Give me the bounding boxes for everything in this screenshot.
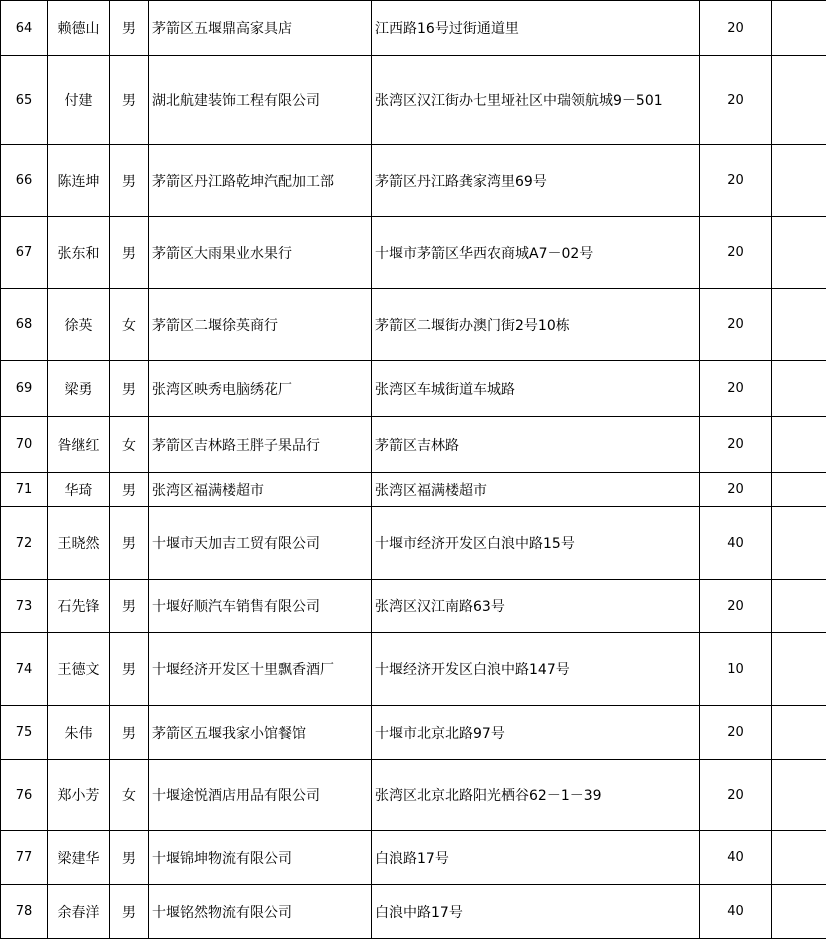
person-name: 梁勇: [48, 361, 110, 417]
gender: 男: [110, 217, 149, 289]
person-name: 华琦: [48, 473, 110, 507]
amount: 20: [700, 56, 772, 145]
company-name: 茅箭区大雨果业水果行: [149, 217, 372, 289]
amount: 20: [700, 361, 772, 417]
row-number: 78: [1, 885, 48, 939]
person-name: 赖德山: [48, 1, 110, 56]
gender: 男: [110, 706, 149, 760]
gender: 男: [110, 145, 149, 217]
company-name: 张湾区映秀电脑绣花厂: [149, 361, 372, 417]
address: 茅箭区吉林路: [372, 417, 700, 473]
gender: 男: [110, 507, 149, 580]
gender: 男: [110, 885, 149, 939]
row-number: 74: [1, 633, 48, 706]
amount: 20: [700, 417, 772, 473]
note-cell: [772, 145, 826, 217]
note-cell: [772, 417, 826, 473]
address: 张湾区北京北路阳光栖谷62－1－39: [372, 760, 700, 831]
note-cell: [772, 289, 826, 361]
person-name: 付建: [48, 56, 110, 145]
gender: 男: [110, 633, 149, 706]
gender: 男: [110, 56, 149, 145]
table-body: [1, 1, 826, 939]
gender: 男: [110, 473, 149, 507]
table-row: [1, 580, 826, 633]
table-row: [1, 885, 826, 939]
address: 十堰市茅箭区华西农商城A7－02号: [372, 217, 700, 289]
row-number: 70: [1, 417, 48, 473]
address: 十堰经济开发区白浪中路147号: [372, 633, 700, 706]
amount: 20: [700, 580, 772, 633]
table-row: [1, 217, 826, 289]
person-name: 朱伟: [48, 706, 110, 760]
table-row: [1, 473, 826, 507]
amount: 20: [700, 760, 772, 831]
note-cell: [772, 507, 826, 580]
amount: 10: [700, 633, 772, 706]
address: 茅箭区二堰街办澳门街2号10栋: [372, 289, 700, 361]
address: 十堰市经济开发区白浪中路15号: [372, 507, 700, 580]
person-name: 张东和: [48, 217, 110, 289]
table-row: [1, 1, 826, 56]
table-row: [1, 831, 826, 885]
table-row: [1, 507, 826, 580]
person-name: 石先锋: [48, 580, 110, 633]
company-name: 茅箭区五堰我家小馆餐馆: [149, 706, 372, 760]
company-name: 十堰经济开发区十里飘香酒厂: [149, 633, 372, 706]
person-name: 郑小芳: [48, 760, 110, 831]
company-name: 十堰途悦酒店用品有限公司: [149, 760, 372, 831]
person-name: 王晓然: [48, 507, 110, 580]
table-row: [1, 633, 826, 706]
company-name: 十堰好顺汽车销售有限公司: [149, 580, 372, 633]
amount: 40: [700, 831, 772, 885]
address: 张湾区车城街道车城路: [372, 361, 700, 417]
address: 十堰市北京北路97号: [372, 706, 700, 760]
address: 张湾区福满楼超市: [372, 473, 700, 507]
address: 白浪中路17号: [372, 885, 700, 939]
table-row: [1, 361, 826, 417]
company-name: 湖北航建装饰工程有限公司: [149, 56, 372, 145]
note-cell: [772, 361, 826, 417]
gender: 男: [110, 580, 149, 633]
row-number: 76: [1, 760, 48, 831]
table-row: [1, 56, 826, 145]
amount: 40: [700, 507, 772, 580]
amount: 20: [700, 145, 772, 217]
note-cell: [772, 760, 826, 831]
person-name: 余春洋: [48, 885, 110, 939]
row-number: 77: [1, 831, 48, 885]
note-cell: [772, 473, 826, 507]
row-number: 64: [1, 1, 48, 56]
row-number: 69: [1, 361, 48, 417]
amount: 40: [700, 885, 772, 939]
table-row: [1, 289, 826, 361]
table-row: [1, 706, 826, 760]
person-name: 王德文: [48, 633, 110, 706]
person-name: 陈连坤: [48, 145, 110, 217]
address: 江西路16号过街通道里: [372, 1, 700, 56]
amount: 20: [700, 473, 772, 507]
row-number: 71: [1, 473, 48, 507]
gender: 男: [110, 1, 149, 56]
row-number: 72: [1, 507, 48, 580]
note-cell: [772, 831, 826, 885]
note-cell: [772, 217, 826, 289]
note-cell: [772, 706, 826, 760]
amount: 20: [700, 706, 772, 760]
gender: 女: [110, 760, 149, 831]
gender: 女: [110, 417, 149, 473]
table-row: [1, 417, 826, 473]
table-row: [1, 760, 826, 831]
person-name: 梁建华: [48, 831, 110, 885]
company-name: 茅箭区五堰鼎高家具店: [149, 1, 372, 56]
row-number: 68: [1, 289, 48, 361]
row-number: 67: [1, 217, 48, 289]
gender: 女: [110, 289, 149, 361]
row-number: 75: [1, 706, 48, 760]
address: 张湾区汉江街办七里垭社区中瑞领航城9－501: [372, 56, 700, 145]
amount: 20: [700, 289, 772, 361]
gender: 男: [110, 361, 149, 417]
amount: 20: [700, 217, 772, 289]
company-name: 茅箭区吉林路王胖子果品行: [149, 417, 372, 473]
table-row: [1, 145, 826, 217]
company-name: 张湾区福满楼超市: [149, 473, 372, 507]
note-cell: [772, 633, 826, 706]
note-cell: [772, 885, 826, 939]
company-name: 茅箭区丹江路乾坤汽配加工部: [149, 145, 372, 217]
address: 茅箭区丹江路龚家湾里69号: [372, 145, 700, 217]
note-cell: [772, 56, 826, 145]
row-number: 65: [1, 56, 48, 145]
gender: 男: [110, 831, 149, 885]
company-name: 十堰锦坤物流有限公司: [149, 831, 372, 885]
company-name: 十堰铭然物流有限公司: [149, 885, 372, 939]
address: 白浪路17号: [372, 831, 700, 885]
amount: 20: [700, 1, 772, 56]
company-name: 十堰市天加吉工贸有限公司: [149, 507, 372, 580]
row-number: 66: [1, 145, 48, 217]
row-number: 73: [1, 580, 48, 633]
company-name: 茅箭区二堰徐英商行: [149, 289, 372, 361]
person-name: 昝继红: [48, 417, 110, 473]
person-name: 徐英: [48, 289, 110, 361]
note-cell: [772, 580, 826, 633]
address: 张湾区汉江南路63号: [372, 580, 700, 633]
note-cell: [772, 1, 826, 56]
